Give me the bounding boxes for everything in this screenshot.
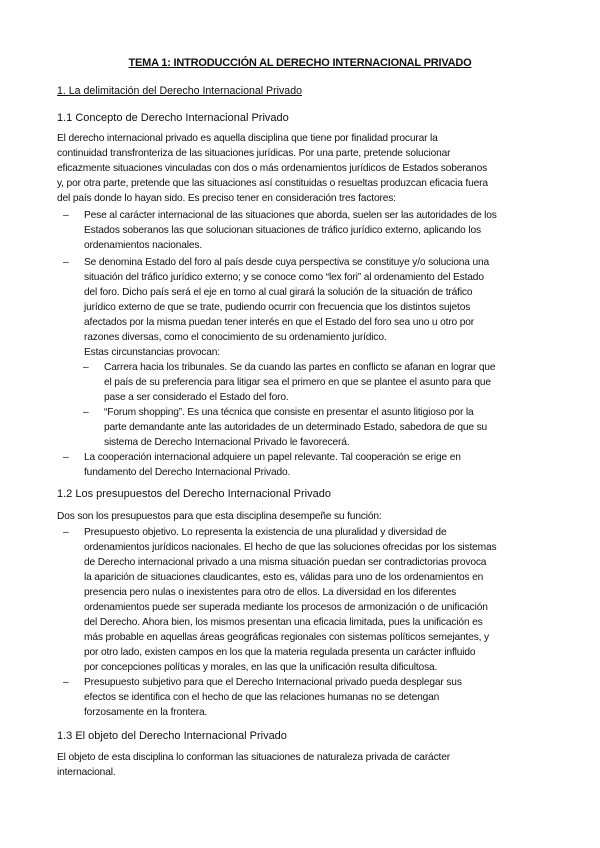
- dash-bullet-icon: –: [63, 210, 69, 221]
- text-line: Presupuesto objetivo. Lo representa la existencia de una pluralidad y diversidad de: [84, 527, 447, 538]
- text-line: el país de su preferencia para litigar sea el primero en que se plantee el asunto para que: [104, 377, 491, 388]
- text-line: La cooperación internacional adquiere un papel relevante. Tal cooperación se erige en: [84, 452, 461, 463]
- text-line: del Derecho. Ahora bien, los mismos presentan una eficacia limitada, pues la unificación es: [84, 617, 483, 628]
- subsection-heading: 1.1 Concepto de Derecho Internacional Privado: [57, 112, 289, 124]
- dash-bullet-icon: –: [63, 527, 69, 538]
- text-line: efectos se identifica con el hecho de que las relaciones humanas no se detengan: [84, 692, 440, 703]
- text-line: del foro. Dicho país será el eje en torno al cual girará la solución de la situación de tráfico: [84, 287, 473, 298]
- dash-bullet-icon: –: [63, 257, 69, 268]
- section-heading: 1. La delimitación del Derecho Internacional Privado: [57, 85, 302, 97]
- subsection-heading: 1.2 Los presupuestos del Derecho Internacional Privado: [57, 488, 331, 500]
- bullet-item: [63, 255, 490, 360]
- text-line: Se denomina Estado del foro al país desde cuya perspectiva se constituye y/o soluciona una: [84, 257, 490, 268]
- text-line: “Forum shopping”. Es una técnica que consiste en presentar el asunto litigioso por la: [104, 407, 474, 418]
- text-line: ordenamientos nacionales.: [84, 240, 203, 251]
- text-line: del país donde lo hayan sido. Es preciso tener en consideración tres factores:: [57, 193, 396, 204]
- bullet-item: [63, 675, 462, 720]
- text-line: Estas circunstancias provocan:: [84, 347, 220, 358]
- sub-bullet-item: [83, 405, 488, 450]
- text-line: parte demandante ante las autoridades de un determinado Estado, sabedora de que su: [104, 422, 488, 433]
- text-line: Carrera hacia los tribunales. Se da cuando las partes en conflicto se afanan en lograr que: [104, 362, 496, 373]
- dash-bullet-icon: –: [83, 362, 89, 373]
- text-line: El objeto de esta disciplina lo conforman las situaciones de naturaleza privada de carácter: [57, 752, 450, 763]
- text-line: la aparición de situaciones claudicantes, esto es, válidas para uno de los ordenamientos en: [84, 572, 484, 583]
- text-line: sistema de Derecho Internacional Privado le favorecerá.: [104, 437, 350, 448]
- paragraph: [57, 750, 450, 780]
- text-line: presencia pero nulas o inexistentes para otro de ellos. La diversidad en los diferentes: [84, 587, 457, 598]
- sub-bullet-item: [83, 360, 496, 405]
- text-line: Pese al carácter internacional de las situaciones que aborda, suelen ser las autoridades de los: [84, 210, 497, 221]
- dash-bullet-icon: –: [83, 407, 89, 418]
- text-line: forzosamente en la frontera.: [84, 707, 208, 718]
- text-line: jurídico externo de que se trate, pudiendo ocurrir con frecuencia que los distintos sujetos: [84, 302, 471, 313]
- dash-bullet-icon: –: [63, 677, 69, 688]
- paragraph: Dos son los presupuestos para que esta disciplina desempeñe su función:: [57, 511, 382, 522]
- text-line: Presupuesto subjetivo para que el Derecho Internacional privado pueda desplegar sus: [84, 677, 462, 688]
- paragraph: [57, 131, 488, 206]
- text-line: fundamento del Derecho Internacional Privado.: [84, 467, 291, 478]
- text-line: pase a ser considerado el Estado del foro.: [104, 392, 289, 403]
- bullet-item: [63, 450, 461, 480]
- text-line: por otro lado, existen campos en los que la materia regulada presenta un carácter influido: [84, 647, 476, 658]
- text-line: eficazmente situaciones vinculadas con dos o más ordenamientos jurídicos de Estados soberanos: [57, 163, 488, 174]
- document-title: TEMA 1: INTRODUCCIÓN AL DERECHO INTERNACIONAL PRIVADO: [128, 57, 472, 69]
- text-line: por concepciones políticas y morales, en las que la unificación resulta dificultosa.: [84, 662, 438, 673]
- text-line: Estados soberanos las que solucionan situaciones de tráfico jurídico externo, aplicando los: [84, 225, 481, 236]
- text-line: ordenamientos jurídicos nacionales. El hecho de que las soluciones ofrecidas por los sistemas: [84, 542, 497, 553]
- bullet-item: [63, 525, 497, 675]
- text-line: más probable en aquellas áreas geográficas regionales con sistemas políticos semejantes, y: [84, 632, 489, 643]
- subsection-heading: 1.3 El objeto del Derecho Internacional Privado: [57, 730, 287, 742]
- text-line: afectados por la misma puedan tener interés en que el Estado del foro sea uno u otro por: [84, 317, 475, 328]
- text-line: situación del tráfico jurídico externo; y se conoce como “lex fori” al ordenamiento del Estado: [84, 272, 484, 283]
- bullet-item: [63, 208, 497, 253]
- text-line: y, por otra parte, pretende que las situaciones así constituidas o resueltas produzcan eficacia fuera: [57, 178, 488, 189]
- text-line: ordenamientos puede ser superada mediante los procesos de armonización o de unificación: [84, 602, 488, 613]
- text-line: razones diversas, como el conocimiento de su ordenamiento jurídico.: [84, 332, 387, 343]
- text-line: continuidad transfronteriza de las situaciones jurídicas. Por una parte, pretende solucionar: [57, 148, 451, 159]
- text-line: de Derecho internacional privado a una misma situación puedan ser contradictorias provoca: [84, 557, 487, 568]
- dash-bullet-icon: –: [63, 452, 69, 463]
- text-line: El derecho internacional privado es aquella disciplina que tiene por finalidad procurar la: [57, 133, 438, 144]
- text-line: internacional.: [57, 767, 116, 778]
